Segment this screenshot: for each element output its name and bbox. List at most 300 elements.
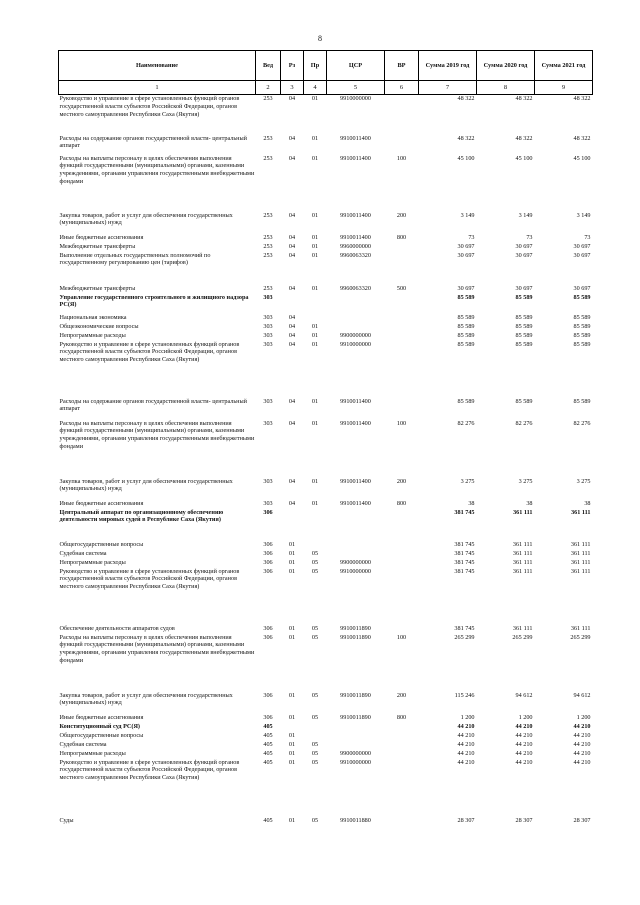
col-header-sum-2020: Сумма 2020 год <box>477 51 535 81</box>
row-rz: 01 <box>288 758 296 766</box>
row-sum-2020: 361 111 <box>512 567 533 575</box>
row-ved: 253 <box>263 95 273 102</box>
row-ved: 303 <box>263 293 273 301</box>
row-pr: 01 <box>311 211 319 219</box>
row-vr <box>385 398 419 420</box>
table-row <box>59 714 593 723</box>
row-ved: 253 <box>263 284 273 292</box>
row-sum-2021: 82 276 <box>573 419 591 427</box>
row-ved: 306 <box>263 567 273 575</box>
budget-table <box>58 50 593 826</box>
row-ved: 306 <box>263 691 273 699</box>
row-ved: 303 <box>263 419 273 427</box>
row-csr: 9910011400 <box>340 211 371 219</box>
row-csr: 9960063320 <box>340 284 371 292</box>
row-pr: 01 <box>311 233 319 241</box>
header-number-row <box>59 81 593 95</box>
row-rz: 04 <box>288 233 296 241</box>
row-vr <box>385 550 419 559</box>
row-vr: 100 <box>396 154 407 162</box>
col-header-csr: ЦСР <box>327 51 385 81</box>
col-num-9: 9 <box>535 81 593 95</box>
row-pr: 01 <box>311 322 319 330</box>
row-sum-2021: 48 322 <box>573 95 591 102</box>
row-name: Межбюджетные трансферты <box>59 284 136 292</box>
row-sum-2019: 85 589 <box>457 313 475 321</box>
row-sum-2021: 44 210 <box>573 731 591 739</box>
row-name: Межбюджетные трансферты <box>59 242 136 250</box>
row-name: Общегосударственные вопросы <box>59 540 144 548</box>
row-sum-2019: 48 322 <box>457 95 475 102</box>
row-rz: 04 <box>288 154 296 162</box>
row-ved: 253 <box>263 233 273 241</box>
col-num-6: 6 <box>385 81 419 95</box>
row-ved: 306 <box>263 713 273 721</box>
row-rz: 01 <box>288 567 296 575</box>
row-ved: 303 <box>263 331 273 339</box>
row-pr: 05 <box>311 549 319 557</box>
table-row <box>59 692 593 714</box>
row-pr <box>304 723 327 732</box>
row-pr <box>304 732 327 741</box>
row-csr: 9910011890 <box>340 633 371 641</box>
row-rz: 01 <box>288 558 296 566</box>
row-ved: 303 <box>263 477 273 485</box>
row-sum-2020: 85 589 <box>515 331 533 339</box>
row-csr: 9910011890 <box>340 691 371 699</box>
row-ved: 306 <box>263 540 273 548</box>
row-sum-2020: 45 100 <box>515 154 533 162</box>
col-num-5: 5 <box>327 81 385 95</box>
row-vr <box>385 732 419 741</box>
table-row <box>59 634 593 692</box>
row-pr: 01 <box>311 499 319 507</box>
row-ved: 306 <box>263 624 273 632</box>
row-pr: 01 <box>311 340 319 348</box>
row-ved: 405 <box>263 722 273 730</box>
row-name: Иные бюджетные ассигнования <box>59 233 144 241</box>
row-sum-2020: 44 210 <box>515 731 533 739</box>
row-sum-2020: 30 697 <box>515 284 533 292</box>
row-vr <box>385 243 419 252</box>
row-sum-2019: 381 745 <box>454 558 475 566</box>
row-csr: 9910011880 <box>340 816 371 824</box>
row-csr: 9910011400 <box>340 477 371 485</box>
row-sum-2020: 94 612 <box>515 691 533 699</box>
row-csr <box>327 314 385 323</box>
row-name: Общеэкономические вопросы <box>59 322 139 330</box>
row-name: Расходы на выплаты персоналу в целях обеспечения выполнения функций государственными (муниципальными) органами, казенными учреждениями, органами управления государственными внебюджетными фондами <box>59 154 255 186</box>
row-rz: 01 <box>288 713 296 721</box>
row-name: Непрограммные расходы <box>59 558 126 566</box>
row-pr: 05 <box>311 740 319 748</box>
row-ved: 306 <box>263 558 273 566</box>
row-sum-2019: 3 275 <box>460 477 475 485</box>
row-sum-2020: 361 111 <box>512 540 533 548</box>
row-sum-2019: 381 745 <box>454 624 475 632</box>
row-vr <box>385 559 419 568</box>
row-sum-2021: 44 210 <box>573 740 591 748</box>
row-sum-2019: 45 100 <box>457 154 475 162</box>
row-rz: 01 <box>288 731 296 739</box>
row-sum-2019: 28 307 <box>457 816 475 824</box>
table-row <box>59 509 593 541</box>
row-ved: 405 <box>263 740 273 748</box>
col-num-1: 1 <box>59 81 256 95</box>
row-vr: 200 <box>396 477 407 485</box>
col-header-ved: Вед <box>256 51 281 81</box>
row-csr: 9910011890 <box>340 624 371 632</box>
row-sum-2019: 381 745 <box>454 549 475 557</box>
row-vr <box>385 135 419 155</box>
row-rz: 01 <box>288 633 296 641</box>
row-sum-2021: 85 589 <box>573 313 591 321</box>
row-sum-2021: 361 111 <box>570 540 591 548</box>
row-csr <box>327 732 385 741</box>
row-ved: 253 <box>263 251 273 259</box>
row-sum-2021: 28 307 <box>573 816 591 824</box>
row-ved: 303 <box>263 313 273 321</box>
row-rz: 01 <box>288 749 296 757</box>
row-name: Непрограммные расходы <box>59 331 126 339</box>
row-vr: 800 <box>396 233 407 241</box>
table-row <box>59 541 593 550</box>
col-header-sum-2019: Сумма 2019 год <box>419 51 477 81</box>
row-sum-2020: 361 111 <box>512 624 533 632</box>
row-rz <box>281 509 304 541</box>
row-vr <box>385 509 419 541</box>
table-row <box>59 285 593 294</box>
row-rz: 01 <box>288 549 296 557</box>
table-row <box>59 314 593 323</box>
table-row <box>59 252 593 285</box>
row-ved: 253 <box>263 211 273 219</box>
row-name: Расходы на содержание органов государственной власти- центральный аппарат <box>59 397 247 413</box>
col-header-name: Наименование <box>59 51 256 81</box>
row-ved: 253 <box>263 154 273 162</box>
row-name: Обеспечение деятельности аппаратов судов <box>59 624 175 632</box>
row-vr <box>385 323 419 332</box>
row-pr: 05 <box>311 816 319 824</box>
row-csr: 9910011400 <box>340 419 371 427</box>
row-vr <box>385 332 419 341</box>
col-header-rz: Рз <box>281 51 304 81</box>
table-row <box>59 732 593 741</box>
row-vr <box>385 625 419 634</box>
row-rz: 04 <box>288 284 296 292</box>
row-sum-2019: 44 210 <box>457 722 475 730</box>
col-header-vr: ВР <box>385 51 419 81</box>
row-rz: 04 <box>288 211 296 219</box>
row-vr: 100 <box>396 419 407 427</box>
row-sum-2021: 30 697 <box>573 242 591 250</box>
row-vr <box>385 314 419 323</box>
row-vr <box>385 741 419 750</box>
row-csr: 9960000000 <box>340 242 371 250</box>
row-vr <box>385 750 419 759</box>
row-sum-2019: 85 589 <box>457 331 475 339</box>
row-sum-2019: 38 <box>468 499 475 507</box>
row-ved: 253 <box>263 134 273 142</box>
table-row <box>59 759 593 817</box>
row-sum-2019: 44 210 <box>457 758 475 766</box>
row-csr: 9960063320 <box>340 251 371 259</box>
row-sum-2021: 3 275 <box>576 477 591 485</box>
row-sum-2019: 85 589 <box>457 397 475 405</box>
table-row <box>59 478 593 500</box>
table-body <box>59 95 593 826</box>
row-name: Закупка товаров, работ и услуг для обеспечения государственных (муниципальных) нужд <box>59 691 233 707</box>
row-sum-2020: 73 <box>526 233 533 241</box>
row-pr <box>304 509 327 541</box>
row-sum-2020: 3 275 <box>518 477 533 485</box>
row-pr: 01 <box>311 284 319 292</box>
table-row <box>59 750 593 759</box>
row-name: Судебная система <box>59 740 107 748</box>
row-name: Судебная система <box>59 549 107 557</box>
row-csr: 9910000000 <box>340 340 371 348</box>
row-rz: 04 <box>288 251 296 259</box>
row-sum-2020: 85 589 <box>515 340 533 348</box>
row-rz: 01 <box>288 740 296 748</box>
row-csr: 9910011890 <box>340 713 371 721</box>
row-ved: 306 <box>263 549 273 557</box>
row-sum-2020: 3 149 <box>518 211 533 219</box>
row-vr <box>385 294 419 314</box>
row-rz: 04 <box>288 242 296 250</box>
row-ved: 306 <box>263 508 273 516</box>
row-ved: 405 <box>263 758 273 766</box>
row-name: Закупка товаров, работ и услуг для обеспечения государственных (муниципальных) нужд <box>59 211 233 227</box>
row-pr: 01 <box>311 477 319 485</box>
row-ved: 303 <box>263 397 273 405</box>
row-sum-2019: 44 210 <box>457 749 475 757</box>
col-num-8: 8 <box>477 81 535 95</box>
row-name: Иные бюджетные ассигнования <box>59 499 144 507</box>
row-sum-2020: 48 322 <box>515 95 533 102</box>
col-header-pr: Пр <box>304 51 327 81</box>
row-pr: 05 <box>311 633 319 641</box>
row-pr: 05 <box>311 758 319 766</box>
row-name: Национальная экономика <box>59 313 127 321</box>
row-pr <box>304 294 327 314</box>
row-name: Общегосударственные вопросы <box>59 731 144 739</box>
row-sum-2021: 361 111 <box>570 567 591 575</box>
row-pr: 05 <box>311 624 319 632</box>
row-sum-2021: 361 111 <box>570 558 591 566</box>
row-vr <box>385 723 419 732</box>
row-csr <box>327 723 385 732</box>
row-pr: 05 <box>311 567 319 575</box>
table-row <box>59 398 593 420</box>
row-sum-2021: 38 <box>584 499 591 507</box>
row-sum-2021: 30 697 <box>573 284 591 292</box>
row-name: Расходы на выплаты персоналу в целях обеспечения выполнения функций государственными (муниципальными) органами, казенными учреждениями, органами управления государственными внебюджетными фондами <box>59 633 255 665</box>
row-sum-2019: 381 745 <box>454 540 475 548</box>
row-sum-2021: 85 589 <box>573 340 591 348</box>
row-sum-2020: 30 697 <box>515 242 533 250</box>
row-sum-2020: 44 210 <box>515 722 533 730</box>
row-csr: 9910011400 <box>340 499 371 507</box>
row-sum-2021: 85 589 <box>573 397 591 405</box>
row-rz: 04 <box>288 95 296 102</box>
row-ved: 306 <box>263 633 273 641</box>
row-sum-2021: 85 589 <box>573 331 591 339</box>
row-sum-2021: 361 111 <box>570 549 591 557</box>
row-sum-2019: 85 589 <box>457 293 475 301</box>
header-row <box>59 51 593 81</box>
row-sum-2019: 30 697 <box>457 242 475 250</box>
row-csr <box>327 550 385 559</box>
row-csr: 9900000000 <box>340 749 371 757</box>
row-sum-2021: 3 149 <box>576 211 591 219</box>
row-name: Руководство и управление в сфере установленных функций органов государственной власти субъектов Российской Федерации, органов местного самоуправления Республики Саха (Якутия) <box>59 567 240 591</box>
table-row <box>59 95 593 135</box>
row-ved: 303 <box>263 499 273 507</box>
col-num-4: 4 <box>304 81 327 95</box>
row-pr: 01 <box>311 419 319 427</box>
row-sum-2020: 361 111 <box>512 558 533 566</box>
row-sum-2021: 45 100 <box>573 154 591 162</box>
row-sum-2021: 85 589 <box>573 322 591 330</box>
row-sum-2020: 44 210 <box>515 758 533 766</box>
row-sum-2021: 1 200 <box>576 713 591 721</box>
row-sum-2021: 30 697 <box>573 251 591 259</box>
row-rz: 01 <box>288 540 296 548</box>
row-csr: 9910011400 <box>340 154 371 162</box>
row-sum-2019: 44 210 <box>457 731 475 739</box>
row-rz: 04 <box>288 340 296 348</box>
row-vr <box>385 759 419 817</box>
table-row <box>59 741 593 750</box>
col-num-3: 3 <box>281 81 304 95</box>
row-sum-2019: 265 299 <box>454 633 475 641</box>
row-sum-2020: 44 210 <box>515 740 533 748</box>
row-csr: 9910011400 <box>340 134 371 142</box>
table-row <box>59 420 593 478</box>
row-ved: 405 <box>263 816 273 824</box>
row-sum-2021: 361 111 <box>571 508 591 516</box>
row-vr <box>385 252 419 285</box>
row-sum-2021: 48 322 <box>573 134 591 142</box>
row-sum-2020: 85 589 <box>515 397 533 405</box>
row-vr <box>385 95 419 135</box>
row-sum-2021: 85 589 <box>573 293 591 301</box>
row-sum-2020: 30 697 <box>515 251 533 259</box>
row-csr <box>327 294 385 314</box>
row-vr <box>385 568 419 625</box>
table-row <box>59 559 593 568</box>
col-header-sum-2021: Сумма 2021 год <box>535 51 593 81</box>
table-row <box>59 723 593 732</box>
row-name: Управление государственного строительного и жилищного надзора РС(Я) <box>59 293 249 309</box>
row-vr: 500 <box>396 284 407 292</box>
row-pr: 05 <box>311 558 319 566</box>
row-sum-2019: 381 745 <box>454 508 475 516</box>
row-sum-2019: 85 589 <box>457 322 475 330</box>
row-ved: 303 <box>263 322 273 330</box>
table-row <box>59 341 593 398</box>
row-pr: 05 <box>311 749 319 757</box>
row-csr <box>327 541 385 550</box>
row-rz: 04 <box>288 397 296 405</box>
row-pr: 01 <box>311 154 319 162</box>
row-sum-2020: 361 111 <box>512 549 533 557</box>
row-sum-2021: 44 210 <box>573 722 591 730</box>
row-sum-2019: 82 276 <box>457 419 475 427</box>
row-sum-2020: 85 589 <box>515 293 533 301</box>
row-rz: 04 <box>288 322 296 330</box>
row-csr <box>327 509 385 541</box>
table-row <box>59 135 593 155</box>
row-sum-2020: 265 299 <box>512 633 533 641</box>
row-name: Иные бюджетные ассигнования <box>59 713 144 721</box>
row-sum-2020: 28 307 <box>515 816 533 824</box>
row-rz: 04 <box>288 419 296 427</box>
row-sum-2019: 48 322 <box>457 134 475 142</box>
row-name: Конституционный суд РС(Я) <box>59 722 140 730</box>
row-sum-2020: 38 <box>526 499 533 507</box>
row-vr <box>385 817 419 826</box>
row-pr: 05 <box>311 691 319 699</box>
row-rz: 04 <box>288 313 296 321</box>
row-sum-2021: 361 111 <box>570 624 591 632</box>
row-pr: 01 <box>311 95 319 102</box>
table-row <box>59 550 593 559</box>
row-ved: 405 <box>263 731 273 739</box>
row-sum-2020: 85 589 <box>515 322 533 330</box>
row-rz: 01 <box>288 691 296 699</box>
row-csr: 9900000000 <box>340 331 371 339</box>
row-name: Центральный аппарат по организационному обеспечению деятельности мировых судей в Республике Саха (Якутия) <box>59 508 224 524</box>
row-ved: 253 <box>263 242 273 250</box>
row-rz: 01 <box>288 816 296 824</box>
table-row <box>59 625 593 634</box>
row-rz: 04 <box>288 134 296 142</box>
table-row <box>59 212 593 234</box>
table-row <box>59 332 593 341</box>
row-sum-2021: 44 210 <box>573 758 591 766</box>
row-sum-2020: 48 322 <box>515 134 533 142</box>
row-sum-2019: 73 <box>468 233 475 241</box>
table-row <box>59 234 593 243</box>
row-name: Закупка товаров, работ и услуг для обеспечения государственных (муниципальных) нужд <box>59 477 233 493</box>
row-csr: 9900000000 <box>340 558 371 566</box>
row-sum-2019: 44 210 <box>457 740 475 748</box>
row-rz: 04 <box>288 331 296 339</box>
table-row <box>59 817 593 826</box>
row-pr: 01 <box>311 251 319 259</box>
col-num-7: 7 <box>419 81 477 95</box>
row-sum-2020: 361 111 <box>513 508 533 516</box>
row-sum-2019: 30 697 <box>457 284 475 292</box>
col-num-2: 2 <box>256 81 281 95</box>
page-number: 8 <box>318 34 322 43</box>
row-rz: 04 <box>288 477 296 485</box>
row-pr <box>304 541 327 550</box>
table-row <box>59 243 593 252</box>
row-pr: 01 <box>311 397 319 405</box>
row-name: Руководство и управление в сфере установленных функций органов государственной власти субъектов Российской Федерации, органов местного самоуправления Республики Саха (Якутия) <box>59 95 240 118</box>
row-pr: 01 <box>311 134 319 142</box>
row-vr <box>385 541 419 550</box>
table-row <box>59 500 593 509</box>
row-csr <box>327 323 385 332</box>
row-sum-2020: 1 200 <box>518 713 533 721</box>
row-sum-2019: 115 246 <box>454 691 475 699</box>
row-csr: 9910011400 <box>340 233 371 241</box>
row-vr: 200 <box>396 691 407 699</box>
